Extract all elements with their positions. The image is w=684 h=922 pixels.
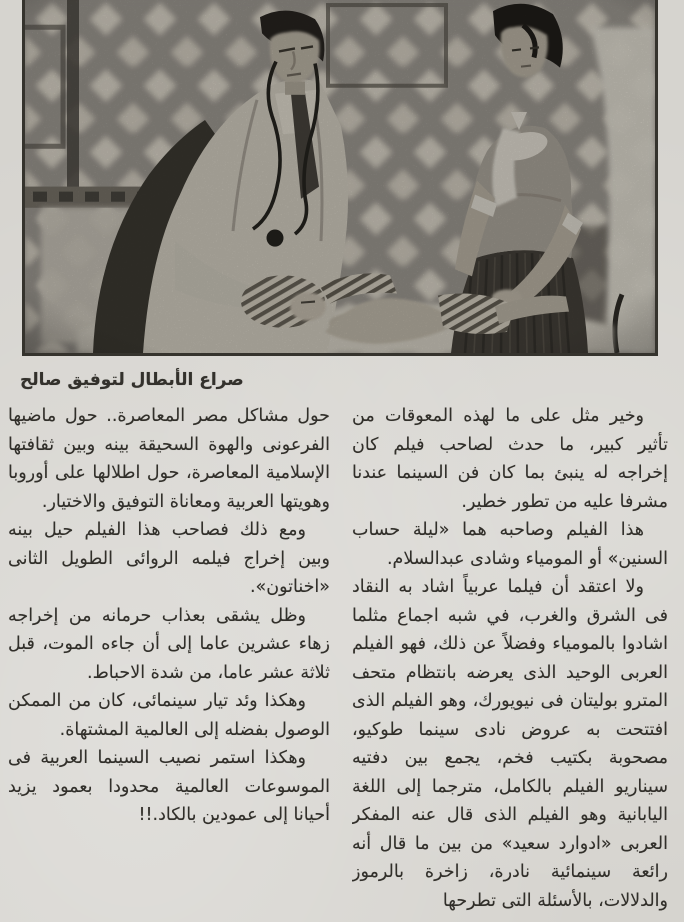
paragraph: وهكذا استمر نصيب السينما العربية فى الموسوعات العالمية محدودا بعمود يزيد أحيانا إلى عمودين بالكاد.!!: [8, 748, 330, 825]
paragraph: وخير مثل على ما لهذه المعوقات من تأثير كبير، ما حدث لصاحب فيلم كان إخراجه له ينبئ بما كان فن السينما عندنا مشرفا عليه من تطور خطير.: [352, 406, 668, 512]
paragraph: ومع ذلك فصاحب هذا الفيلم حيل بينه وبين إخراج فيلمه الروائى الطويل الثانى «اخناتون».: [8, 520, 330, 597]
article-left-column: [8, 402, 330, 922]
paragraph: ولا اعتقد أن فيلما عربياً اشاد به النقاد فى الشرق والغرب، في شبه اجماع مثلما اشادوا بالمومياء وفضلاً عن ذلك، فهو الفيلم العربى الوحيد الذى يعرضه بانتظام متحف المترو بوليتان فى نيويورك، وهو الفيلم الذى افتتحت به عروض نادى سينما طوكيو، مصحوبة بكتيب فخم، يجمع بين دفتيه سيناريو الفيلم بالكامل، مترجما إلى اللغة اليابانية وهو الفيلم الذى قال عنه المفكر العربى «ادوارد سعيد» من بين ما قال أنه رائعة سينمائية نادرة، زاخرة بالرموز والدلالات، بالأسئلة التى تطرحها: [352, 577, 668, 911]
paragraph: وظل يشقى بعذاب حرمانه من إخراجه زهاء عشرين عاما إلى أن جاءه الموت، قبل ثلاثة عشر عاما، من شدة الاحباط.: [8, 605, 330, 683]
photo-frame: [22, 0, 658, 356]
article-right-column: [352, 402, 668, 922]
photo-caption: صراع الأبطال لتوفيق صالح: [20, 370, 244, 390]
paragraph: وهكذا وئد تيار سينمائى، كان من الممكن الوصول بفضله إلى العالمية المشتهاة.: [8, 691, 330, 740]
paragraph: هذا الفيلم وصاحبه هما «ليلة حساب السنين» أو المومياء وشادى عبدالسلام.: [352, 520, 668, 569]
film-still-image: [25, 0, 655, 353]
paragraph: حول مشاكل مصر المعاصرة.. حول ماضيها الفرعونى والهوة السحيقة بينه وبين ثقافتها الإسلامية المعاصرة، حول اطلالها على أوروبا وهويتها العربية ومعاناة التوفيق والاختيار.: [8, 406, 330, 512]
